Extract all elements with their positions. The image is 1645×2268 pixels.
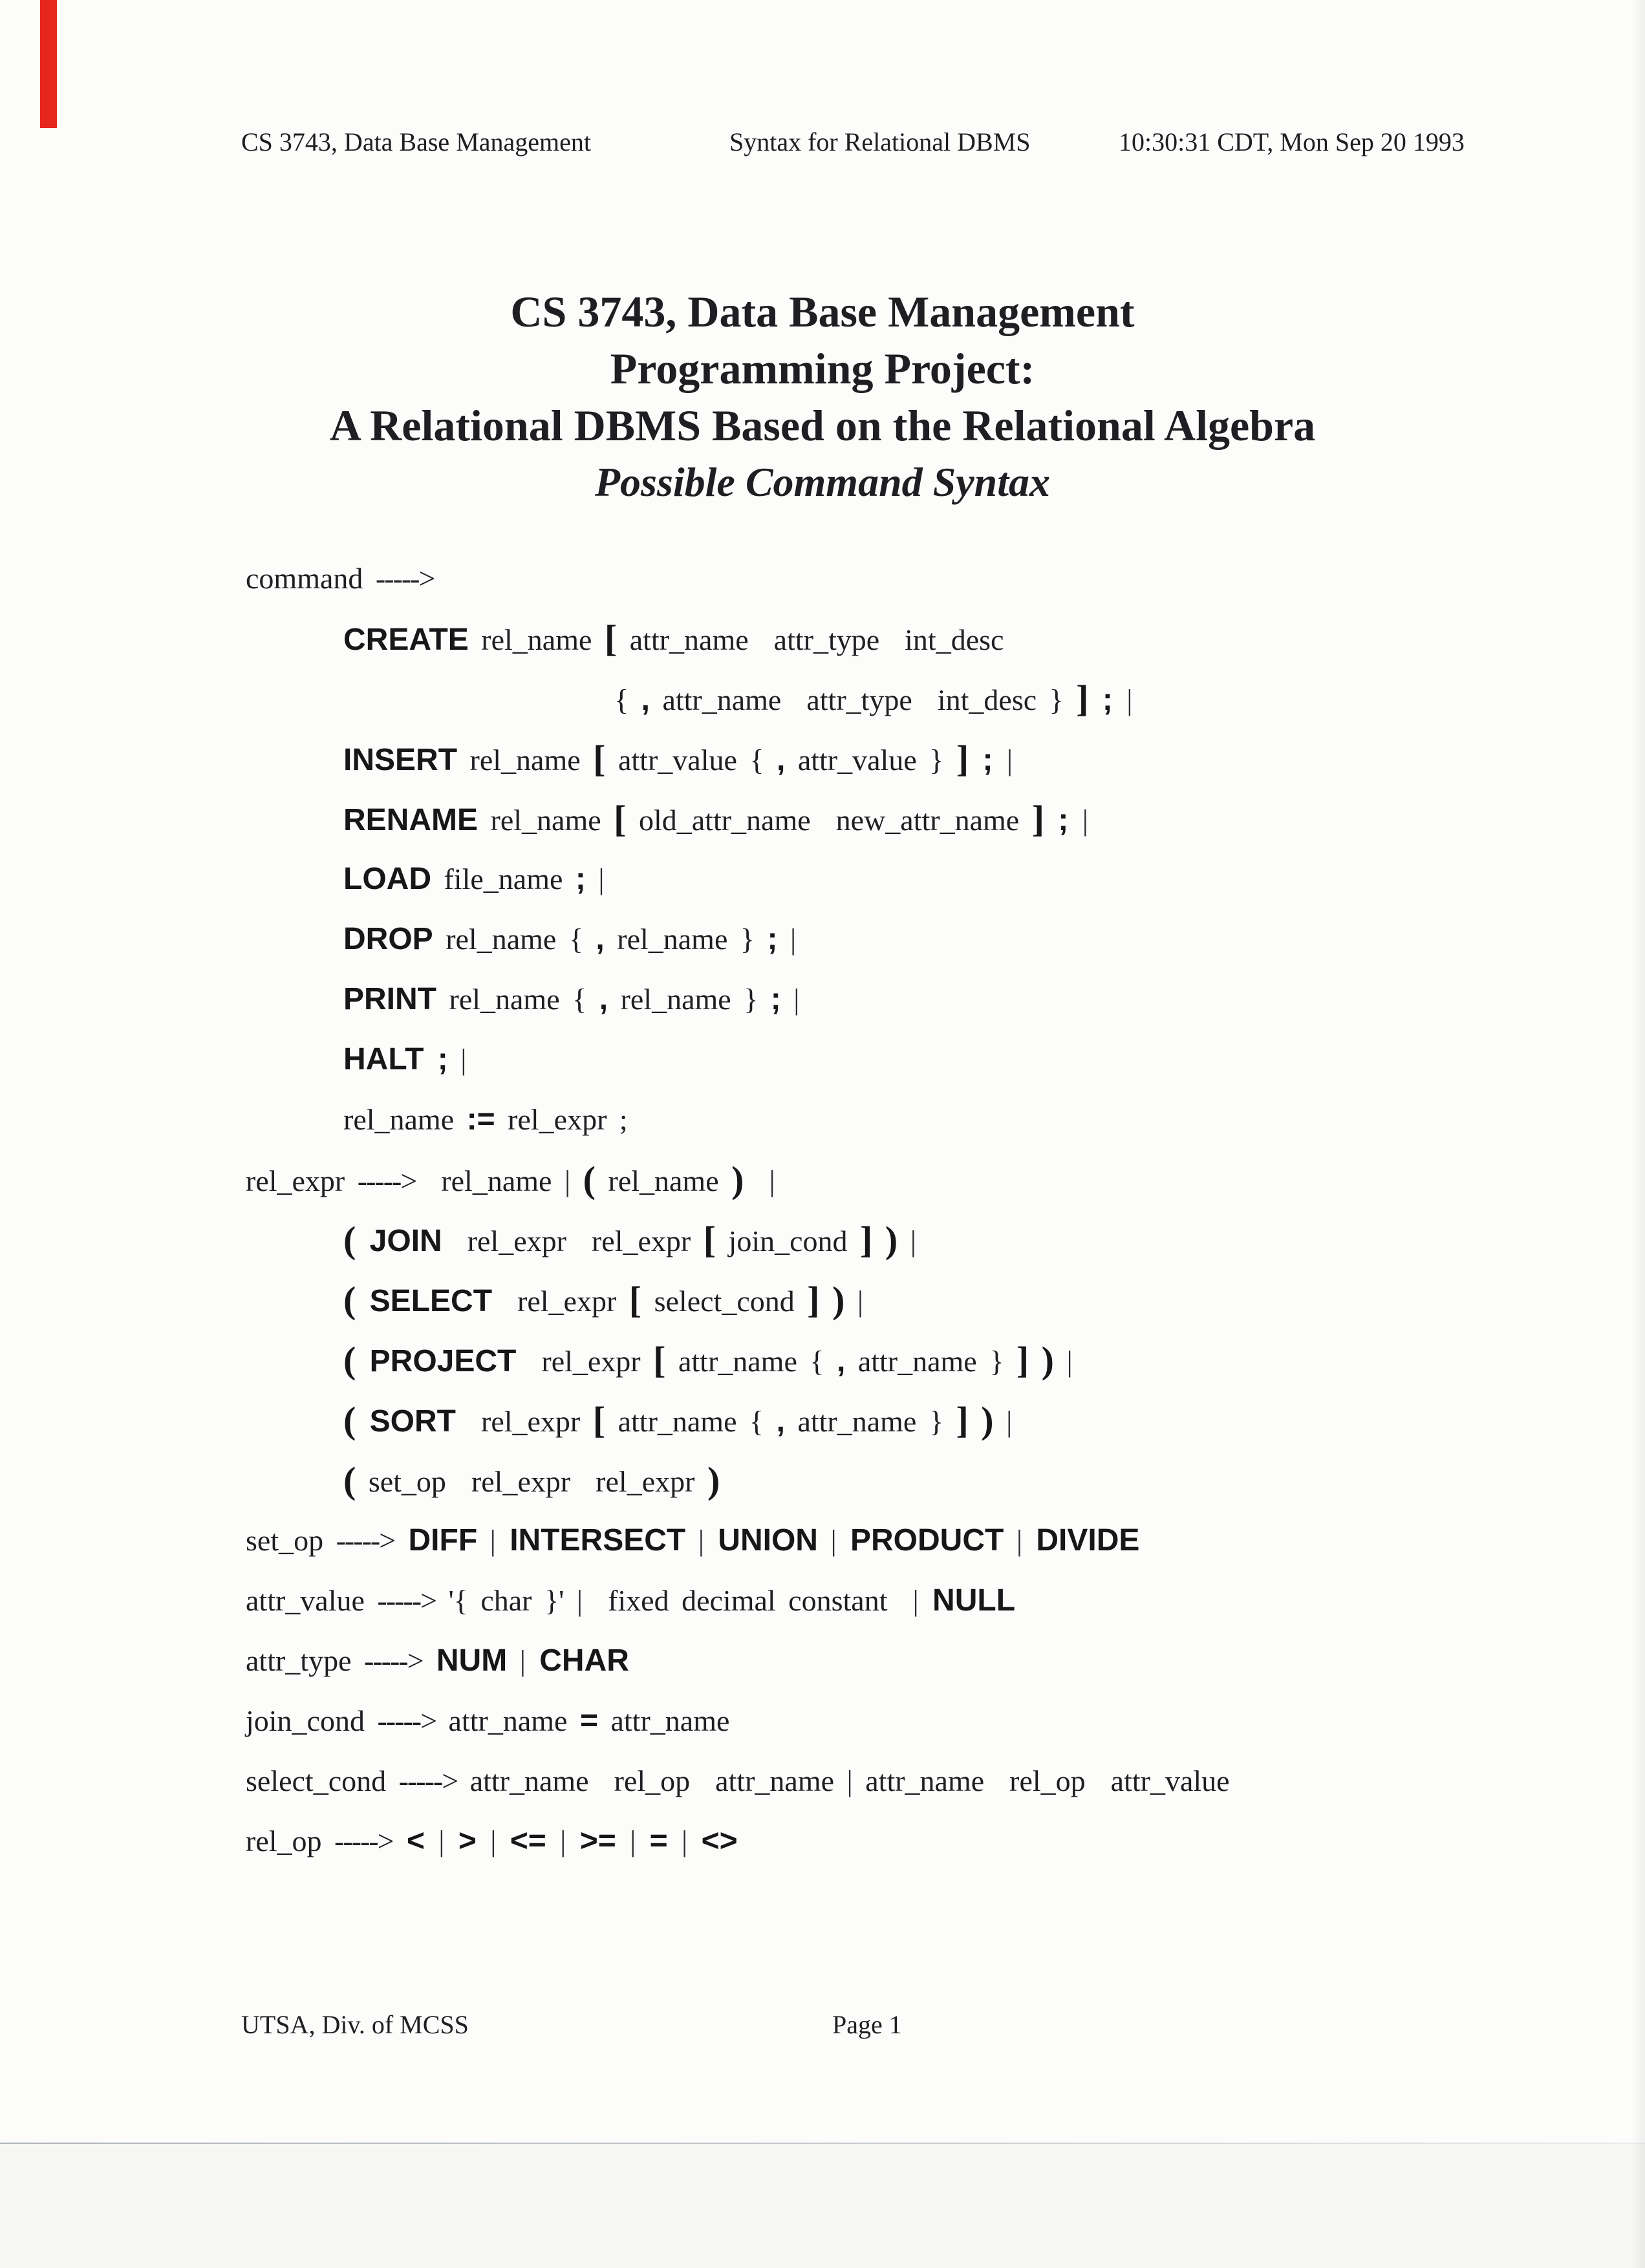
syntax-text: select_cond — [641, 1285, 808, 1318]
syntax-line — [246, 1150, 1606, 1210]
syntax-text: | — [1126, 683, 1133, 716]
syntax-text — [570, 1164, 583, 1197]
syntax-text: ) — [731, 1159, 744, 1201]
syntax-text: ] — [807, 1279, 820, 1321]
syntax-line — [246, 1570, 1606, 1631]
syntax-text: | — [1066, 1345, 1073, 1378]
syntax-text — [586, 862, 599, 895]
syntax-text: [ — [614, 798, 627, 840]
syntax-line — [246, 1811, 1606, 1871]
syntax-text — [1054, 1345, 1067, 1378]
syntax-keyword: INSERT — [343, 743, 458, 777]
syntax-keyword: UNION — [704, 1523, 818, 1557]
syntax-keyword: , — [599, 982, 608, 1016]
syntax-line — [246, 1631, 1606, 1691]
syntax-text: set_op — [246, 1524, 336, 1557]
syntax-text: attr_name attr_type int_desc — [617, 623, 1004, 656]
syntax-line — [246, 1751, 1606, 1811]
syntax-text: -----> — [334, 1824, 393, 1857]
footer-organization: UTSA, Div. of MCSS — [241, 2010, 469, 2039]
syntax-keyword: := — [466, 1102, 495, 1137]
syntax-text: ( — [343, 1339, 356, 1381]
syntax-text: attr_name } — [784, 1405, 956, 1438]
syntax-text: [ — [592, 1399, 606, 1441]
syntax-text: rel_name } — [604, 923, 768, 956]
title-subtitle: Possible Command Syntax — [594, 459, 1051, 505]
syntax-text: | — [793, 983, 800, 1016]
syntax-text: attr_value { — [605, 744, 777, 776]
syntax-line — [343, 608, 1606, 669]
scan-edge-mark-top — [40, 0, 57, 128]
syntax-text: attr_name { — [665, 1345, 837, 1378]
syntax-keyword: ; — [969, 743, 1007, 777]
syntax-keyword: = — [636, 1824, 682, 1858]
syntax-keyword: PRINT — [343, 982, 436, 1016]
syntax-text — [1004, 1524, 1016, 1557]
syntax-keyword: LOAD — [343, 862, 431, 896]
syntax-text: rel_expr — [516, 1345, 654, 1378]
syntax-keyword: NULL — [918, 1583, 1016, 1618]
syntax-text: | — [438, 1824, 445, 1857]
syntax-line — [246, 1510, 1606, 1570]
syntax-text: ] — [1031, 798, 1045, 840]
syntax-keyword: DIVIDE — [1022, 1523, 1140, 1557]
syntax-keyword: , — [836, 1344, 846, 1378]
syntax-text — [898, 1225, 910, 1257]
syntax-text: ) — [832, 1279, 845, 1321]
syntax-text: attr_value — [246, 1584, 378, 1617]
syntax-keyword: >= — [566, 1824, 630, 1858]
syntax-text: ) — [885, 1219, 898, 1261]
syntax-keyword: INTERSECT — [495, 1523, 686, 1557]
syntax-text: [ — [593, 738, 606, 780]
syntax-keyword: ; — [575, 862, 586, 896]
syntax-text: ) — [1041, 1339, 1054, 1381]
syntax-text: join_cond — [246, 1704, 378, 1737]
syntax-text: attr_name rel_op attr_name — [457, 1764, 847, 1797]
syntax-text: rel_name — [457, 744, 594, 776]
syntax-keyword: <= — [496, 1824, 561, 1858]
syntax-text: [ — [653, 1339, 666, 1381]
syntax-text: | — [564, 1164, 571, 1197]
syntax-text: | — [630, 1824, 636, 1857]
syntax-text: rel_expr — [456, 1405, 593, 1438]
syntax-line — [343, 1029, 1606, 1089]
syntax-text — [685, 1524, 698, 1557]
header-timestamp: 10:30:31 CDT, Mon Sep 20 1993 — [1119, 127, 1465, 156]
syntax-text: | — [910, 1225, 916, 1257]
header-course-label: CS 3743, Data Base Management — [241, 127, 591, 156]
syntax-keyword: DIFF — [394, 1523, 478, 1557]
syntax-text: | — [846, 1764, 853, 1797]
title-line-3: A Relational DBMS Based on the Relational Algebra — [329, 401, 1316, 450]
syntax-text: ( — [343, 1399, 356, 1441]
syntax-keyword: , — [776, 1404, 785, 1439]
syntax-text: ( — [343, 1219, 356, 1261]
syntax-keyword: RENAME — [343, 803, 478, 837]
syntax-keyword: = — [579, 1704, 598, 1738]
syntax-text: join_cond — [716, 1225, 861, 1257]
syntax-text: '{ char }' — [435, 1584, 577, 1617]
scan-bottom-edge — [0, 2144, 1645, 2268]
syntax-text: | — [857, 1285, 864, 1318]
syntax-line — [246, 1691, 1606, 1751]
syntax-text: { — [614, 683, 641, 716]
syntax-line — [343, 789, 1606, 849]
syntax-text: -----> — [364, 1644, 423, 1677]
syntax-text: rel_expr ; — [495, 1103, 628, 1136]
syntax-line — [343, 1270, 1606, 1330]
syntax-text: [ — [604, 617, 618, 659]
syntax-text: ] — [1076, 678, 1089, 720]
syntax-line — [343, 849, 1606, 909]
syntax-keyword: ; — [767, 922, 778, 956]
syntax-keyword: , — [596, 922, 605, 956]
syntax-text: ( — [583, 1159, 596, 1201]
syntax-line — [343, 1089, 1606, 1150]
syntax-line — [343, 729, 1606, 789]
syntax-text — [1029, 1345, 1042, 1378]
syntax-text: attr_name } — [845, 1345, 1016, 1378]
syntax-text: select_cond — [246, 1764, 399, 1797]
syntax-text: ] — [1016, 1339, 1029, 1381]
syntax-keyword: CREATE — [343, 623, 469, 657]
syntax-text: rel_name — [596, 1164, 732, 1197]
syntax-line — [343, 909, 1606, 969]
syntax-text: set_op rel_expr rel_expr — [356, 1465, 707, 1498]
syntax-keyword: JOIN — [356, 1224, 442, 1258]
syntax-text: attr_name { — [605, 1405, 777, 1438]
syntax-text: | — [460, 1043, 467, 1076]
syntax-text: | — [489, 1524, 496, 1557]
syntax-text: [ — [629, 1279, 642, 1321]
syntax-text: rel_name { — [433, 923, 596, 956]
syntax-text: old_attr_name new_attr_name — [626, 804, 1032, 837]
syntax-text: rel_expr — [492, 1285, 629, 1318]
syntax-text — [781, 983, 794, 1016]
syntax-text: -----> — [398, 1764, 458, 1797]
header-doc-title: Syntax for Relational DBMS — [729, 127, 1031, 156]
syntax-text: ] — [956, 738, 969, 780]
syntax-text: | — [490, 1824, 497, 1857]
syntax-text: ( — [343, 1459, 356, 1501]
syntax-text: fixed decimal constant — [583, 1584, 913, 1617]
syntax-line — [343, 1210, 1606, 1270]
syntax-keyword: ; — [770, 982, 781, 1016]
syntax-keyword: HALT ; — [343, 1042, 448, 1076]
syntax-keyword: < — [392, 1824, 439, 1858]
syntax-text: attr_name — [436, 1704, 580, 1737]
syntax-keyword: SORT — [356, 1404, 456, 1439]
syntax-text: attr_type — [246, 1644, 364, 1677]
syntax-text: rel_name — [478, 804, 614, 837]
syntax-text: attr_name attr_type int_desc } — [649, 683, 1077, 716]
syntax-text — [994, 1405, 1007, 1438]
syntax-text: rel_name — [343, 1103, 467, 1136]
syntax-text: rel_op — [246, 1824, 335, 1857]
syntax-line — [343, 1390, 1606, 1450]
syntax-keyword: SELECT — [356, 1284, 493, 1318]
syntax-text: -----> — [375, 562, 435, 595]
syntax-text: attr_value } — [785, 744, 956, 776]
syntax-text: -----> — [357, 1164, 416, 1197]
syntax-text: -----> — [377, 1704, 436, 1737]
syntax-keyword: NUM — [422, 1643, 508, 1678]
scan-artifact-line — [0, 2143, 1645, 2144]
syntax-text — [820, 1285, 833, 1318]
syntax-keyword: <> — [687, 1824, 738, 1858]
syntax-keyword: PROJECT — [356, 1344, 517, 1378]
syntax-text: -----> — [336, 1524, 395, 1557]
scan-right-shadow — [1631, 0, 1645, 2268]
syntax-keyword: ; — [1044, 803, 1082, 837]
syntax-keyword: ; — [1088, 683, 1127, 717]
syntax-line — [343, 969, 1606, 1029]
syntax-text: | — [576, 1584, 583, 1617]
syntax-keyword: , — [641, 683, 650, 717]
syntax-text: attr_name rel_op attr_value — [852, 1764, 1230, 1797]
syntax-text: ] — [860, 1219, 873, 1261]
syntax-text: rel_name — [416, 1164, 564, 1197]
syntax-text — [448, 1043, 461, 1076]
syntax-line — [343, 1450, 1606, 1510]
syntax-text: | — [519, 1644, 526, 1677]
syntax-text: file_name — [431, 862, 575, 895]
syntax-keyword: > — [444, 1824, 491, 1858]
syntax-grammar-body — [246, 548, 1606, 1871]
syntax-text: rel_expr rel_expr — [442, 1225, 704, 1257]
syntax-text: -----> — [377, 1584, 436, 1617]
title-line-2: Programming Project: — [610, 344, 1035, 393]
syntax-keyword: DROP — [343, 922, 433, 956]
syntax-text: rel_name — [468, 623, 605, 656]
syntax-line — [246, 548, 1606, 608]
syntax-text: | — [790, 923, 797, 956]
syntax-text — [969, 1405, 982, 1438]
syntax-text — [777, 923, 790, 956]
syntax-text: ] — [956, 1399, 969, 1441]
syntax-text: ) — [707, 1459, 720, 1501]
syntax-text: [ — [703, 1219, 716, 1261]
syntax-text: ( — [343, 1279, 356, 1321]
syntax-keyword: PRODUCT — [836, 1523, 1004, 1557]
syntax-text: | — [1006, 744, 1013, 776]
syntax-line — [343, 1330, 1606, 1390]
title-line-1: CS 3743, Data Base Management — [510, 287, 1135, 336]
syntax-text: | — [912, 1584, 919, 1617]
title-block — [79, 283, 1566, 511]
syntax-text: | — [560, 1824, 566, 1857]
syntax-text: attr_name — [597, 1704, 730, 1737]
syntax-text — [872, 1225, 885, 1257]
syntax-text: rel_expr — [246, 1164, 358, 1197]
syntax-text — [818, 1524, 831, 1557]
syntax-text: ) — [981, 1399, 994, 1441]
footer-page-number: Page 1 — [832, 2010, 902, 2039]
syntax-text — [507, 1644, 520, 1677]
syntax-keyword: CHAR — [525, 1643, 629, 1678]
syntax-text — [477, 1524, 490, 1557]
syntax-text: | — [598, 862, 605, 895]
syntax-text: | — [1082, 804, 1088, 837]
syntax-text: | — [1006, 1405, 1013, 1438]
syntax-text: | — [769, 1164, 775, 1197]
syntax-text: rel_name } — [608, 983, 771, 1016]
syntax-text: | — [682, 1824, 688, 1857]
syntax-text: command — [246, 562, 376, 595]
syntax-text: | — [830, 1524, 837, 1557]
syntax-text — [844, 1285, 857, 1318]
syntax-text: | — [698, 1524, 704, 1557]
syntax-text: | — [1016, 1524, 1023, 1557]
syntax-line — [614, 669, 1606, 729]
syntax-text: rel_name { — [436, 983, 599, 1016]
syntax-keyword: , — [776, 743, 786, 777]
syntax-text — [744, 1164, 769, 1197]
